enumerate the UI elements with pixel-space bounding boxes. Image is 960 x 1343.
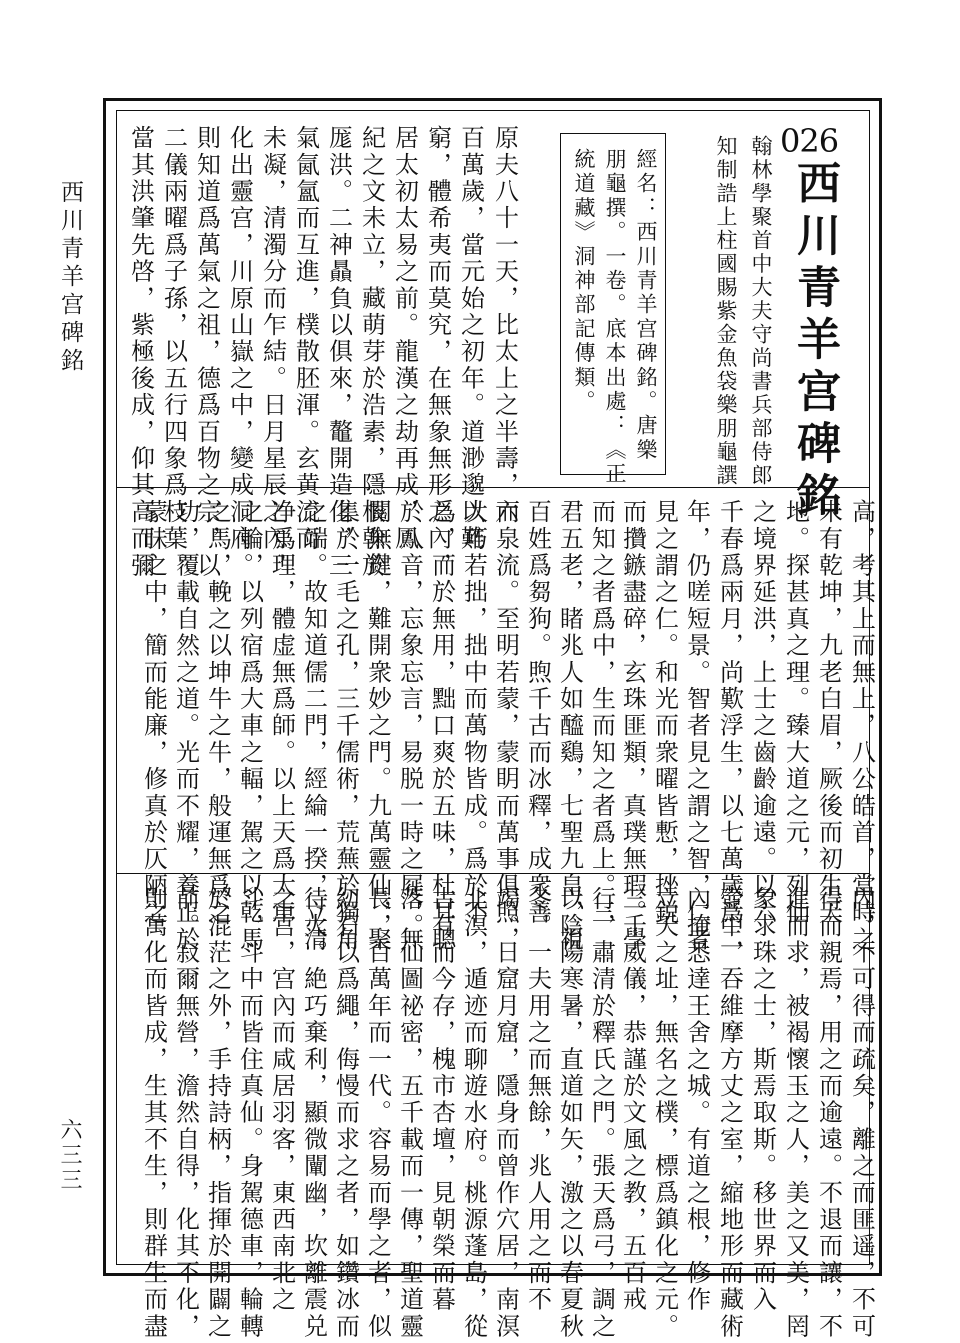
text-column: 壺中，吞維摩方丈之室，縮地形而藏術 <box>715 886 744 1340</box>
text-column: 之輪，以列宿爲大車之輻，駕之以乾馬 <box>235 499 264 953</box>
text-column: 功，覆載自然之道。光而不耀，養正於 <box>171 499 200 953</box>
text-column: 而知之者爲中，生而知之者爲上。三 <box>587 499 616 927</box>
text-column: 之境界延洪，上士之齒齡逾遠。以六 <box>748 499 777 927</box>
text-column: 內掩悉達王舍之城。有道之根，修作 <box>682 886 711 1314</box>
text-column: 而泉流。至明若蒙，蒙眀而萬事俱照， <box>491 499 520 953</box>
text-column: 紀之文未立，藏萌芽於浩素，隱根榦於 <box>357 125 386 579</box>
document-title: 西川青羊宫碑銘 <box>789 160 840 524</box>
text-column: 君五老，睹兆人如醯鷄，七聖九皇，視 <box>555 499 584 953</box>
text-column: 爲，而於無用，黜口爽於五味，杜耳聰 <box>427 499 456 953</box>
text-column: 千春爲兩月，尚歎浮生，以七萬歲爲二 <box>715 499 744 953</box>
text-column: 竭。日窟月窟，隱身而曾作穴居，南溟 <box>491 886 520 1340</box>
text-column: 未凝，清濁分而乍結。日月星辰之內， <box>258 125 287 579</box>
page-number: 六三三 <box>57 1118 82 1193</box>
text-column: 百姓爲芻狗。煦千古而冰釋，成衆善 <box>523 499 552 927</box>
text-column: 以陰陽寒暑，直道如矢，激之以春夏秋 <box>555 886 584 1340</box>
document-number: 026 <box>780 122 839 160</box>
text-column: 前。寂爾無營，澹然自得，化其不化， <box>171 886 200 1340</box>
text-column: 高，考其上而無上，八公皓首，當時之 <box>847 499 876 953</box>
text-column: 未有乾坤，九老白眉，厥後而初生天 <box>814 499 843 927</box>
text-column: 冬。一夫用之而無餘，兆人用之而不 <box>523 886 552 1314</box>
text-column: 蒙昧之中，簡而能廉，修真於仄陋之 <box>139 499 168 927</box>
text-column: 於混茫之外，手持詩柄，指揮於開闢之 <box>203 886 232 1340</box>
sidebar-title: 西川青羊宫碑銘 <box>57 180 83 376</box>
text-column: 厖洪。二神贔負以俱來，鼇開造化，三 <box>324 125 353 579</box>
text-column: 三千威儀，恭謹於文風之教，五百戒 <box>618 886 647 1314</box>
source-note-line: 統道藏》洞神部記傳類。 <box>572 148 596 415</box>
source-note-line: 經名：西川青羊宫碑銘。唐樂 <box>634 148 658 463</box>
text-column: 年，仍嗟短景。智者見之謂之智，仁者 <box>682 499 711 953</box>
text-column: 窮，體希夷而莫究，在無象無形之內， <box>423 125 452 579</box>
text-column: 行，肅清於釋氏之門。張天爲弓，調之 <box>587 886 616 1340</box>
text-column: 原夫八十一天，比太上之半壽，六 <box>490 125 519 526</box>
text-column: 得而親焉，用之而逾遠。不退而讓，不 <box>814 886 843 1340</box>
text-column: 紉石以爲繩，侮慢而求之者，如鑽冰而 <box>331 886 360 1340</box>
text-column: 北溟，遁迹而聊遊水府。桃源蓬島，從 <box>459 886 488 1340</box>
text-column: 斗，斗中而皆住真仙。身駕德車，輪轉 <box>235 886 264 1340</box>
text-column: 立天之址，無名之樸，標爲鎮化之元。 <box>650 886 679 1340</box>
author-line: 翰林學聚首中大夫守尚書兵部侍郎 <box>749 135 773 488</box>
text-column: 净爲理，體虚無爲師。以上天爲大車 <box>267 499 296 927</box>
text-column: 進而求，被褐懷玉之人，美之又美，罔 <box>781 886 810 1340</box>
text-column: 之宫，宫內而咸居羽客，東西南北之 <box>267 886 296 1314</box>
text-column: 長，百萬年而一代。容易而學之者，似 <box>363 886 392 1340</box>
text-column: 氣氤氳而互進，樸散胚渾。玄黄流而 <box>291 125 320 553</box>
text-column: 見之謂之仁。和光而衆曜皆慙，挫鋭 <box>650 499 679 927</box>
text-column: 則萬化而皆成，生其不生，則群生而盡 <box>139 886 168 1340</box>
text-column: 地。探甚真之理。臻大道之元，列仙 <box>781 499 810 927</box>
source-note-line: 朋龜撰。一卷。底本出處：《正 <box>603 148 627 487</box>
text-column: 集於一毛之孔，三千儒術，荒蕪於獨角 <box>331 499 360 953</box>
text-column: 待火。絶巧棄利，顯微闡幽，坎離震兑 <box>299 886 328 1340</box>
text-column: 之馬，輓之以坤牛之牛，般運無爲之 <box>203 499 232 927</box>
text-column: 於八音，忘象忘言，易脱一時之屣，無 <box>395 499 424 953</box>
text-column: 關無鍵，難開衆妙之門。九萬靈仙，聚 <box>363 499 392 953</box>
text-column: 象求珠之士，斯焉取斯。移世界而入 <box>748 886 777 1314</box>
text-column: 居太初太易之前。龍漢之劫再成，鳳 <box>390 125 419 553</box>
text-column: 二儀兩曜爲子孫，以五行四象爲枝葉。 <box>159 125 188 579</box>
text-column: 化出靈宫，川原山嶽之中，變成洞府。 <box>225 125 254 579</box>
author-line: 知制誥上柱國賜紫金魚袋樂朋龜譔 <box>714 135 738 488</box>
text-column: 則知道爲萬氣之祖，德爲百物之宗，以 <box>192 125 221 579</box>
text-column: 大巧若拙，拙中而萬物皆成。爲於不 <box>459 499 488 927</box>
text-column: 落。仙圖祕密，五千載而一傳，聖道靈 <box>395 886 424 1340</box>
text-column: 而攢鏃盡碎，玄珠匪類，真璞無瑕。學 <box>618 499 647 953</box>
text-column: 之端。故知道儒二門，經綸一揆，立清 <box>299 499 328 953</box>
text-column: 古有而今存，槐市杏壇，見朝榮而暮 <box>427 886 456 1314</box>
text-column: 當其洪肇先啓，紫極後成，仰其高而彌 <box>126 125 155 579</box>
text-column: 百萬歲，當元始之初年。道渺邈以難 <box>456 125 485 553</box>
text-column: 內，不可得而疏矣，離之而匪遥，不可 <box>847 886 876 1340</box>
